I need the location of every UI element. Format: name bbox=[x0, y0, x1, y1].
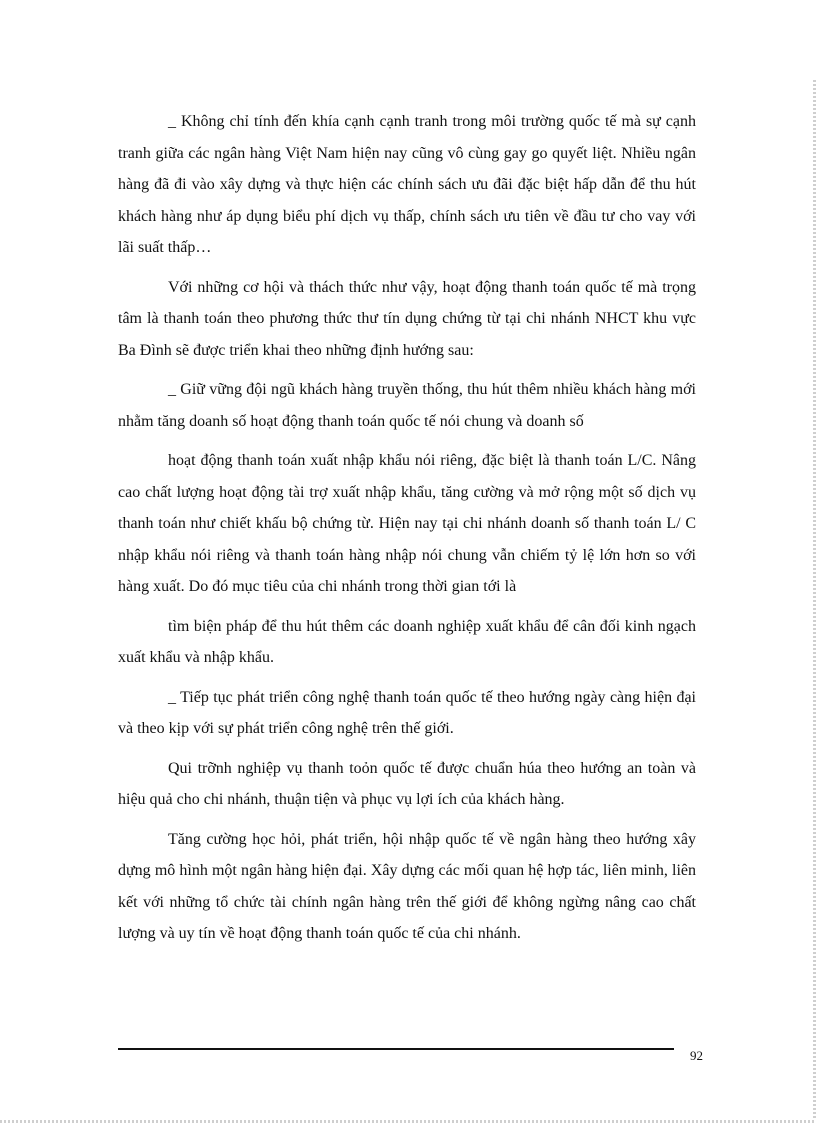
body-text bbox=[118, 106, 696, 958]
paragraph-customer-base: _ Giữ vững đội ngũ khách hàng truyền thống, thu hút thêm nhiều khách hàng mới nhằm tăng doanh số hoạt động thanh toán quốc tế nói chung và doanh số bbox=[118, 381, 696, 430]
footer-divider bbox=[118, 1048, 674, 1050]
paragraph-integration: Tăng cường học hỏi, phát triển, hội nhập quốc tế về ngân hàng theo hướng xây dựng mô hình một ngân hàng hiện đại. Xây dựng các mối quan hệ hợp tác, liên minh, liên kết với những tổ chức tài chính ngân hàng trên thế giới để không ngừng nâng cao chất lượng và uy tín về hoạt động thanh toán quốc tế của chi nhánh. bbox=[118, 830, 696, 942]
paragraph-competition: _ Không chỉ tính đến khía cạnh cạnh tranh trong môi trường quốc tế mà sự cạnh tranh giữa các ngân hàng Việt Nam hiện nay cũng vô cùng gay go quyết liệt. Nhiều ngân hàng đã đi vào xây dựng và thực hiện các chính sách ưu đãi đặc biệt hấp dẫn để thu hút khách hàng như áp dụng biểu phí dịch vụ thấp, chính sách ưu tiên về đầu tư cho vay với lãi suất thấp… bbox=[118, 113, 696, 256]
paragraph-orientation-intro: Với những cơ hội và thách thức như vậy, hoạt động thanh toán quốc tế mà trọng tâm là thanh toán theo phương thức thư tín dụng chứng từ tại chi nhánh NHCT khu vực Ba Đình sẽ được triển khai theo những định hướng sau: bbox=[118, 278, 696, 359]
paragraph-procedure: Qui trỡnh nghiệp vụ thanh toỏn quốc tế được chuẩn húa theo hướng an toàn và hiệu quả cho chi nhánh, thuận tiện và phục vụ lợi ích của khách hàng. bbox=[118, 759, 696, 808]
paragraph-export-balance: tìm biện pháp để thu hút thêm các doanh nghiệp xuất khẩu để cân đối kinh ngạch xuất khẩu và nhập khẩu. bbox=[118, 617, 696, 666]
paragraph-technology: _ Tiếp tục phát triển công nghệ thanh toán quốc tế theo hướng ngày càng hiện đại và theo kịp với sự phát triển công nghệ trên thế giới. bbox=[118, 688, 696, 737]
paragraph-lc-payment: hoạt động thanh toán xuất nhập khẩu nói riêng, đặc biệt là thanh toán L/C. Nâng cao chất lượng hoạt động tài trợ xuất nhập khẩu, tăng cường và mở rộng một số dịch vụ thanh toán như chiết khấu bộ chứng từ. Hiện nay tại chi nhánh doanh số thanh toán L/ C nhập khẩu nói riêng và thanh toán hàng nhập nói chung vẫn chiếm tỷ lệ lớn hơn so với hàng xuất. Do đó mục tiêu của chi nhánh trong thời gian tới là bbox=[118, 452, 696, 595]
page-number: 92 bbox=[690, 1048, 703, 1063]
